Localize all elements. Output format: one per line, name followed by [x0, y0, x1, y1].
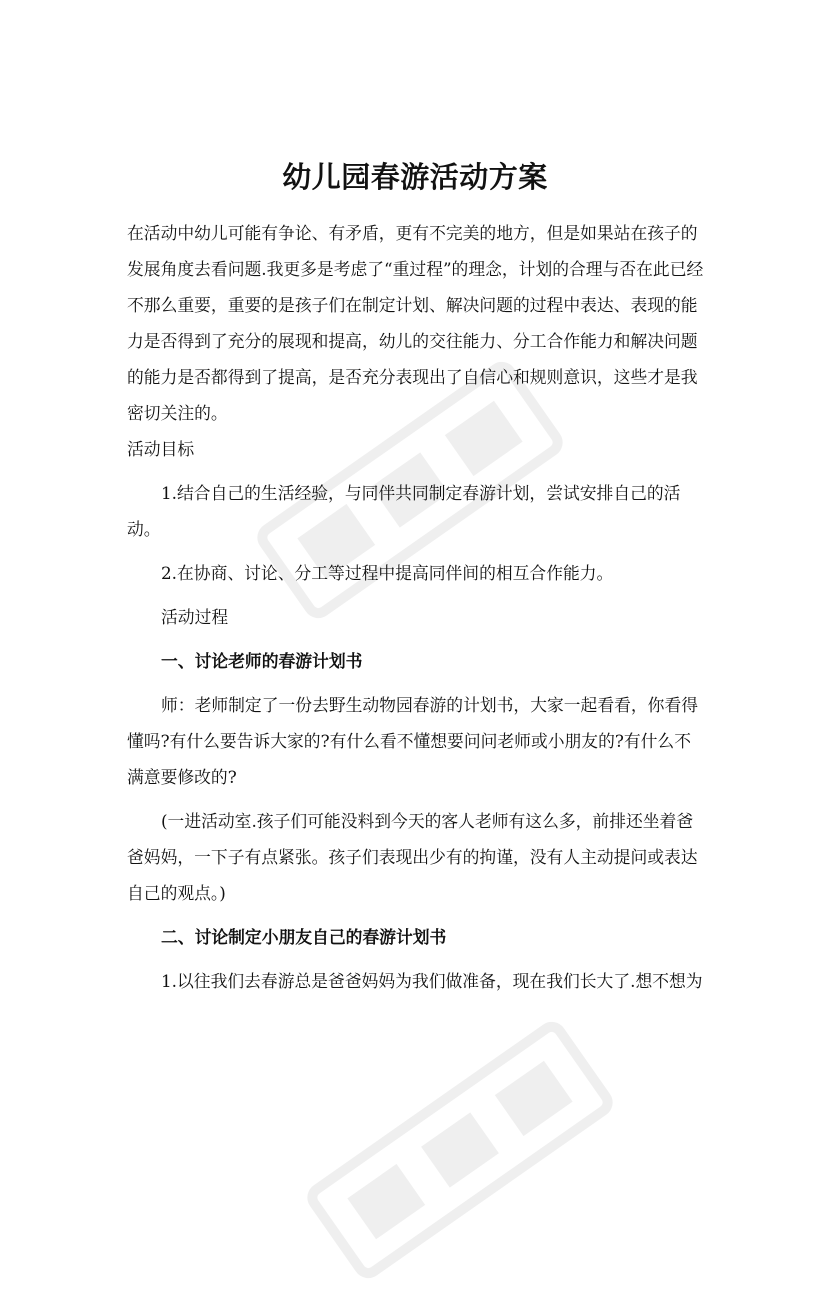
page-title: 幼儿园春游活动方案	[282, 160, 548, 195]
section-2-heading: 二、讨论制定小朋友自己的春游计划书	[161, 927, 447, 947]
section-1-heading: 一、讨论老师的春游计划书	[161, 651, 363, 671]
goal-item-2: 2.在协商、讨论、分工等过程中提高同伴间的相互合作能力。	[161, 563, 614, 583]
process-heading: 活动过程	[161, 607, 229, 627]
section-1-note: (一进活动室.孩子们可能没料到今天的客人老师有这么多，前排还坐着爸爸妈妈，一下子有点紧张。孩子们表现出少有的拘谨，没有人主动提问或表达自己的观点。)	[127, 811, 698, 903]
goal-item-1: 1.结合自己的生活经验，与同伴共同制定春游计划，尝试安排自己的活动。	[127, 483, 681, 539]
document-body	[127, 215, 707, 999]
watermark-icon	[289, 1001, 631, 1299]
goals-heading: 活动目标	[127, 439, 195, 459]
section-1-text: 师：老师制定了一份去野生动物园春游的计划书，大家一起看看，你看得懂吗?有什么要告诉大家的?有什么看不懂想要问问老师或小朋友的?有什么不满意要修改的?	[127, 695, 699, 787]
section-2-text: 1.以往我们去春游总是爸爸妈妈为我们做准备，现在我们长大了.想不想为	[161, 971, 703, 991]
intro-paragraph: 在活动中幼儿可能有争论、有矛盾，更有不完美的地方，但是如果站在孩子的发展角度去看问题.我更多是考虑了“重过程”的理念，计划的合理与否在此已经不那么重要，重要的是孩子们在制定计划、解决问题的过程中表达、表现的能力是否得到了充分的展现和提高，幼儿的交往能力、分工合作能力和解决问题的能力是否都得到了提高，是否充分表现出了自信心和规则意识，这些才是我密切关注的。	[127, 223, 704, 423]
